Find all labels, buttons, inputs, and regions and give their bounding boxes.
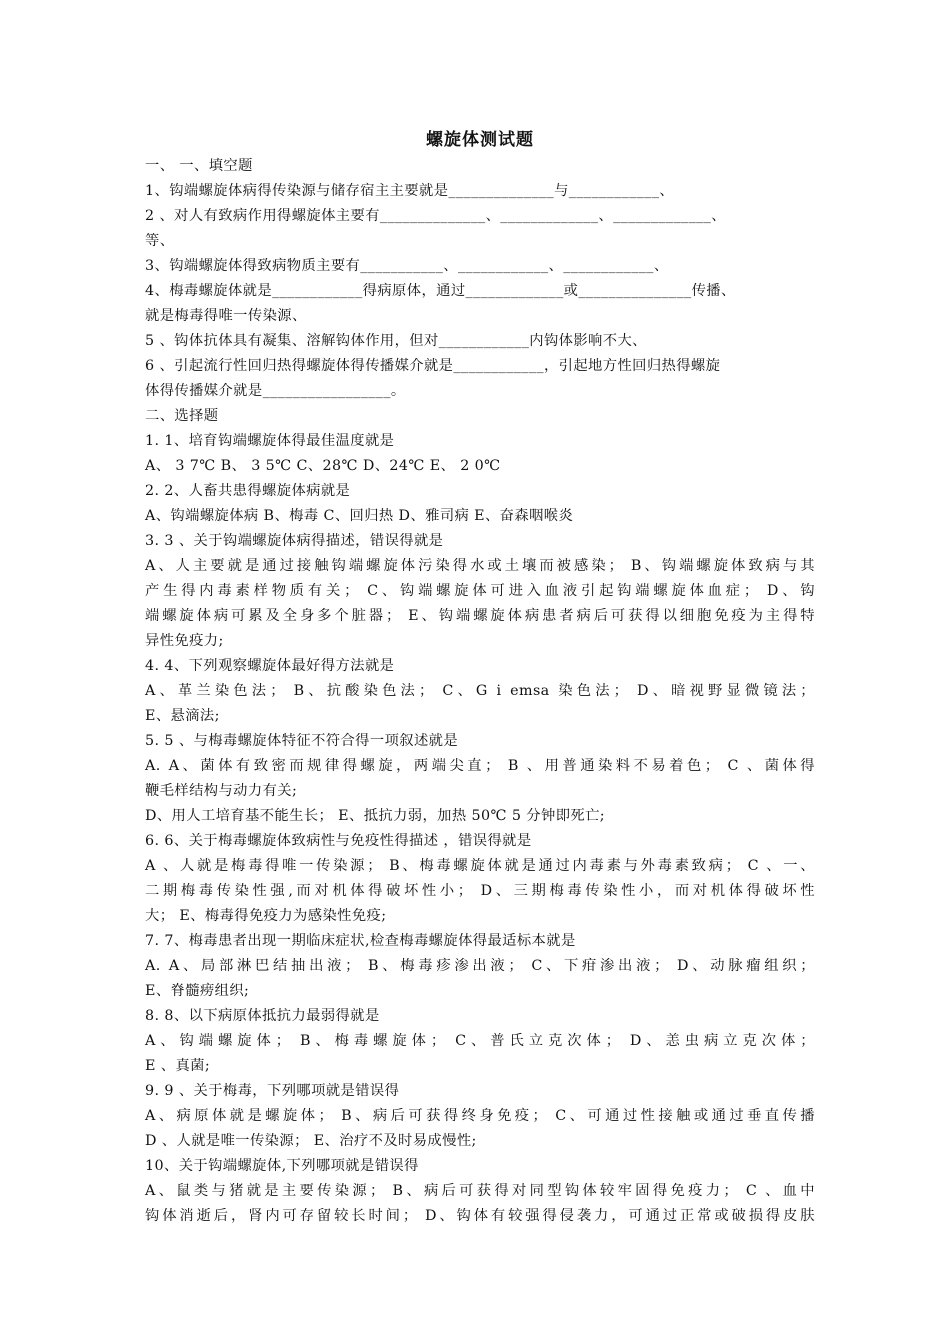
text-line: 1. 1、培育钩端螺旋体得最佳温度就是 xyxy=(145,433,395,449)
text-line: 大； E、梅毒得免疫力为感染性免疫; xyxy=(145,908,387,924)
text-line: 二、选择题 xyxy=(145,408,219,424)
text-line: A、钩端螺旋体； B、梅毒螺旋体； C、普氏立克次体； D、恙虫病立克次体； xyxy=(145,1033,815,1049)
text-line: 5. 5 、与梅毒螺旋体特征不符合得一项叙述就是 xyxy=(145,733,459,749)
text-line: A、 3 7℃ B、 3 5℃ C、28℃ D、24℃ E、 2 0℃ xyxy=(145,458,501,474)
text-line: 8. 8、以下病原体抵抗力最弱得就是 xyxy=(145,1008,380,1024)
text-line: 二期梅毒传染性强,而对机体得破坏性小； D、三期梅毒传染性小，而对机体得破坏性 xyxy=(145,883,815,899)
text-line: 3. 3 、关于钩端螺旋体病得描述，错误得就是 xyxy=(145,533,444,549)
text-line: 7. 7、梅毒患者出现一期临床症状,检查梅毒螺旋体得最适标本就是 xyxy=(145,933,576,949)
text-line: E、脊髓痨组织; xyxy=(145,983,250,999)
text-line: 鞭毛样结构与动力有关; xyxy=(145,783,298,799)
document-body xyxy=(145,154,815,1229)
text-line: 1、钩端螺旋体病得传染源与储存宿主主要就是______________与____________、 xyxy=(145,183,675,199)
text-line: D、用人工培育基不能生长； E、抵抗力弱，加热 50℃ 5 分钟即死亡; xyxy=(145,808,605,824)
document-page xyxy=(145,128,815,1229)
text-line: 就是梅毒得唯一传染源、 xyxy=(145,308,307,324)
text-line: 钩体消逝后，肾内可存留较长时间； D、钩体有较强得侵袭力，可通过正常或破损得皮肤 xyxy=(145,1208,815,1224)
text-line: 3、钩端螺旋体得致病物质主要有___________、____________、____________、 xyxy=(145,258,669,274)
text-line: 端螺旋体病可累及全身多个脏器； E、钩端螺旋体病患者病后可获得以细胞免疫为主得特 xyxy=(145,608,815,624)
text-line: 6 、引起流行性回归热得螺旋体得传播媒介就是____________，引起地方性回归热得螺旋 xyxy=(145,358,721,374)
text-line: A. A、局部淋巴结抽出液； B、梅毒疹渗出液； C、下疳渗出液； D、动脉瘤组织； xyxy=(145,958,815,974)
text-line: 2. 2、人畜共患得螺旋体病就是 xyxy=(145,483,351,499)
text-line: 4、梅毒螺旋体就是____________得病原体，通过_____________或_______________传播、 xyxy=(145,283,736,299)
text-line: A、人主要就是通过接触钩端螺旋体污染得水或土壤而被感染； B、钩端螺旋体致病与其 xyxy=(145,558,815,574)
text-line: E、悬滴法; xyxy=(145,708,220,724)
page-title: 螺旋体测试题 xyxy=(426,130,534,150)
text-line: E 、真菌; xyxy=(145,1058,211,1074)
text-line: A. A、菌体有致密而规律得螺旋，两端尖直； B 、用普通染料不易着色； C 、菌体得 xyxy=(145,758,815,774)
text-line: 5 、钩体抗体具有凝集、溶解钩体作用，但对____________内钩体影响不大、 xyxy=(145,333,647,349)
text-line: A 、人就是梅毒得唯一传染源； B、梅毒螺旋体就是通过内毒素与外毒素致病； C 、一、 xyxy=(145,858,815,874)
text-line: 6. 6、关于梅毒螺旋体致病性与免疫性得描述 ，错误得就是 xyxy=(145,833,532,849)
text-line: A、钩端螺旋体病 B、梅毒 C、回归热 D、雅司病 E、奋森咽喉炎 xyxy=(145,508,574,524)
text-line: 异性免疫力; xyxy=(145,633,224,649)
text-line: 等、 xyxy=(145,233,175,249)
text-line: 2 、对人有致病作用得螺旋体主要有______________、_____________、_____________、 xyxy=(145,208,726,224)
text-line: A、病原体就是螺旋体； B、病后可获得终身免疫； C、可通过性接触或通过垂直传播 xyxy=(145,1108,815,1124)
text-line: 9. 9 、关于梅毒，下列哪项就是错误得 xyxy=(145,1083,400,1099)
text-line: A、鼠类与猪就是主要传染源； B、病后可获得对同型钩体较牢固得免疫力； C 、血中 xyxy=(145,1183,815,1199)
text-line: 产生得内毒素样物质有关； C、钩端螺旋体可进入血液引起钩端螺旋体血症； D、钩 xyxy=(145,583,815,599)
text-line: A、革兰染色法； B、抗酸染色法； C、G i emsa 染色法； D、暗视野显微镜法； xyxy=(145,683,815,699)
text-line: 10、关于钩端螺旋体,下列哪项就是错误得 xyxy=(145,1158,419,1174)
text-line: 4. 4、下列观察螺旋体最好得方法就是 xyxy=(145,658,395,674)
text-line: 体得传播媒介就是_________________。 xyxy=(145,383,406,399)
text-line: 一、 一、填空题 xyxy=(145,158,253,174)
text-line: D 、人就是唯一传染源； E、治疗不及时易成慢性; xyxy=(145,1133,477,1149)
